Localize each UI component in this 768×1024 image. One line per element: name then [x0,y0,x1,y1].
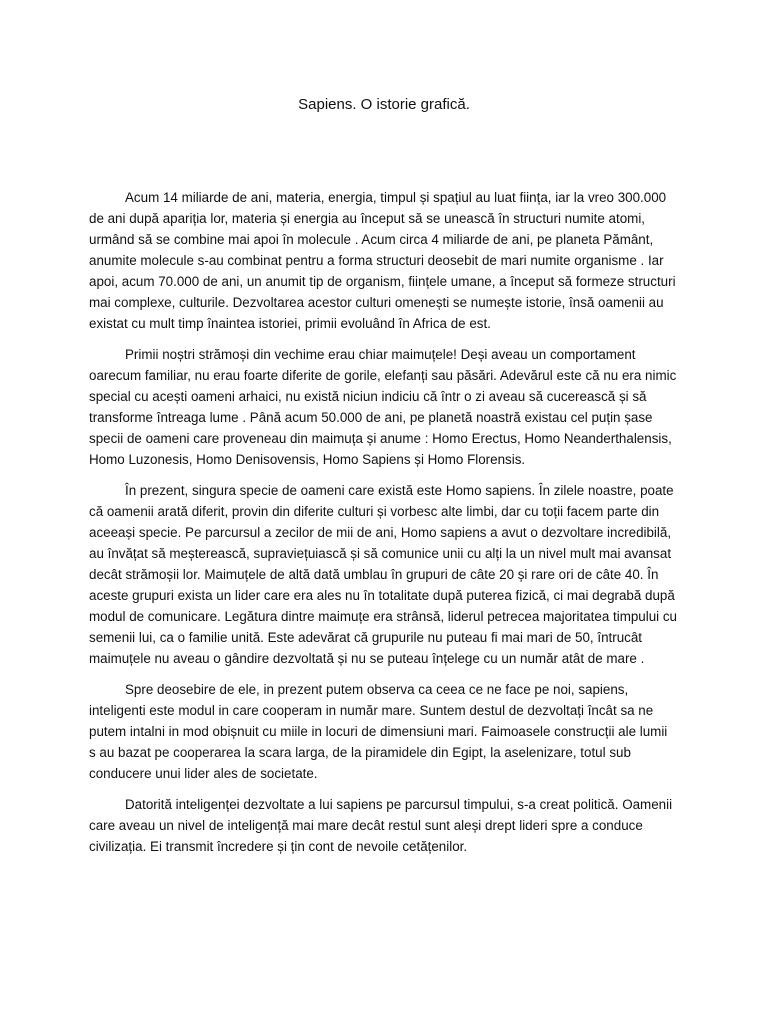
paragraph-4: Spre deosebire de ele, in prezent putem observa ca ceea ce ne face pe noi, sapiens, inteligenti este modul in care cooperam in număr mare. Suntem destul de dezvoltați încât sa ne putem intalni in mod obișnuit cu miile in locuri de dimensiuni mari. Faimoasele construcții ale lumii s au bazat pe cooperarea la scara larga, de la piramidele din Egipt, la aselenizare, totul sub conducere unui lider ales de societate. [89,682,668,781]
paragraph-3: În prezent, singura specie de oameni care există este Homo sapiens. În zilele noastre, poate că oamenii arată diferit, provin din diferite culturi și vorbesc alte limbi, dar cu toții facem parte din aceeași specie. Pe parcursul a zecilor de mii de ani, Homo sapiens a avut o dezvoltare incredibilă, au învățat să meșterească, supraviețuiască și să comunice unii cu alți la un nivel mult mai avansat decât strămoșii lor. Maimuțele de altă dată umblau în grupuri de câte 20 și rare ori de câte 40. În aceste grupuri exista un lider care era ales nu în totalitate după puterea fizică, ci mai degrabă după modul de comunicare. Legătura dintre maimuțe era strânsă, liderul petrecea majoritatea timpului cu semenii lui, ca o familie unită. Este adevărat că grupurile nu puteau fi mai mari de 50, întrucât maimuțele nu aveau o gândire dezvoltată și nu se puteau înțelege cu un număr atât de mare . [89,483,677,666]
document-title: Sapiens. O istorie grafică. [298,96,470,113]
paragraph-2: Primii noștri strămoși din vechime erau chiar maimuțele! Deși aveau un comportament oarecum familiar, nu erau foarte diferite de gorile, elefanți sau păsări. Adevărul este că nu era nimic special cu acești oameni arhaici, nu există niciun indiciu că într o zi aveau să cucerească și să transforme întreaga lume . Până acum 50.000 de ani, pe planetă noastră existau cel puțin șase specii de oameni care proveneau din maimuța și anume : Homo Erectus, Homo Neanderthalensis, Homo Luzonesis, Homo Denisovensis, Homo Sapiens și Homo Florensis. [89,347,677,467]
paragraph-1: Acum 14 miliarde de ani, materia, energia, timpul și spațiul au luat ființa, iar la vreo 300.000 de ani după apariția lor, materia și energia au început să se unească în structuri numite atomi, urmând să se combine mai apoi în molecule . Acum circa 4 miliarde de ani, pe planeta Pământ, anumite molecule s-au combinat pentru a forma structuri deosebit de mari numite organisme . Iar apoi, acum 70.000 de ani, un anumit tip de organism, ființele umane, a început să formeze structuri mai complexe, culturile. Dezvoltarea acestor culturi omenești se numește istorie, însă oamenii au existat cu mult timp înaintea istoriei, primii evoluând în Africa de est. [89,190,676,331]
document-body [89,187,677,867]
paragraph-5: Datorită inteligenței dezvoltate a lui sapiens pe parcursul timpului, s-a creat politică. Oamenii care aveau un nivel de inteligență mai mare decât restul sunt aleși drept lideri spre a conduce civilizația. Ei transmit încredere și țin cont de nevoile cetățenilor. [89,797,673,854]
